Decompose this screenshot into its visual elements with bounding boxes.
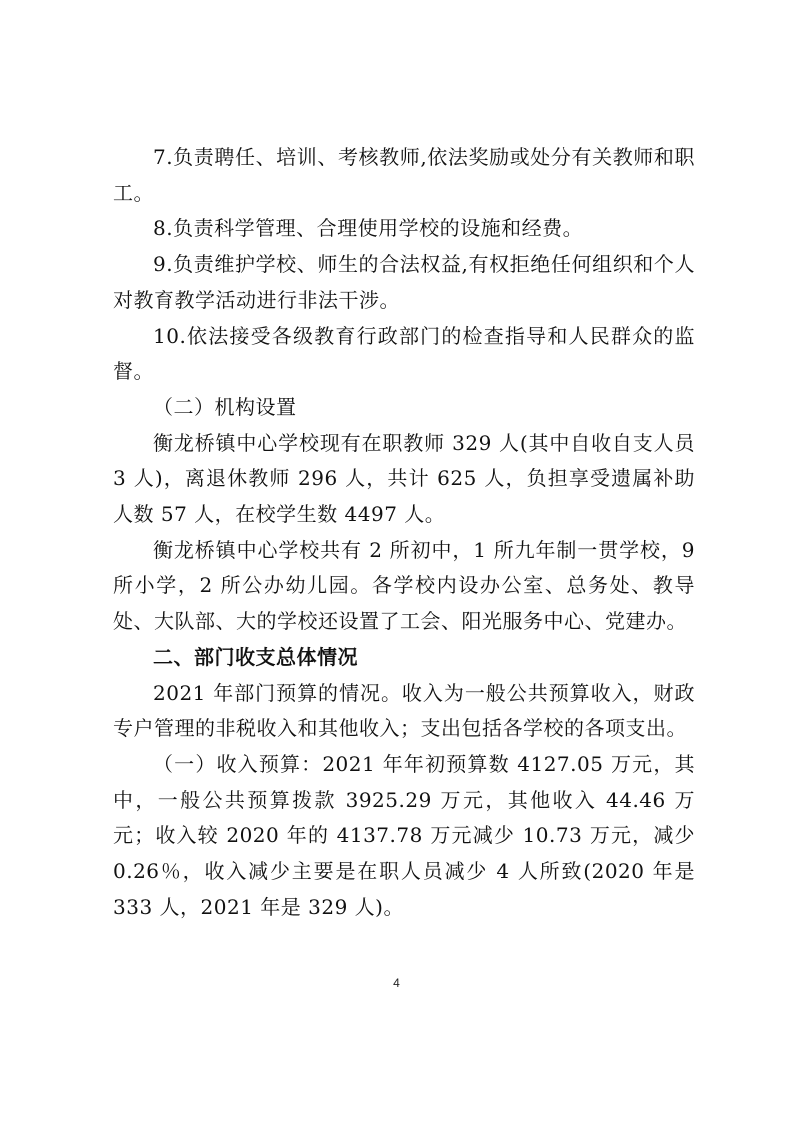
paragraph-duty-10: 10.依法接受各级教育行政部门的检查指导和人民群众的监督。 — [113, 323, 695, 384]
section-heading-budget: 二、部门收支总体情况 — [153, 644, 358, 669]
section-heading-org: （二）机构设置 — [153, 394, 297, 419]
paragraph-budget-intro: 2021 年部门预算的情况。收入为一般公共预算收入，财政专户管理的非税收入和其他收入；支出包括各学校的各项支出。 — [113, 680, 695, 741]
paragraph-staff: 衡龙桥镇中心学校现有在职教师 329 人(其中自收自支人员 3 人)，离退休教师 296 人，共计 625 人，负担享受遗属补助人数 57 人，在校学生数 4497 人。 — [113, 430, 695, 527]
body-text — [113, 140, 695, 925]
paragraph-duty-8: 8.负责科学管理、合理使用学校的设施和经费。 — [153, 216, 584, 241]
paragraph-duty-9: 9.负责维护学校、师生的合法权益,有权拒绝任何组织和个人对教育教学活动进行非法干涉。 — [113, 252, 695, 312]
page-number: 4 — [393, 976, 400, 990]
paragraph-income: （一）收入预算：2021 年年初预算数 4127.05 万元，其中，一般公共预算拨款 3925.29 万元，其他收入 44.46 万元；收入较 2020 年的 4137.78 万元减少 10.73 万元，减少 0.26％，收入减少主要是在职人员减少 4 人所致(2020 年是 333 人，2021 年是 329 人)。 — [113, 751, 695, 919]
paragraph-duty-7: 7.负责聘任、培训、考核教师,依法奖励或处分有关教师和职工。 — [113, 145, 695, 205]
paragraph-schools: 衡龙桥镇中心学校共有 2 所初中，1 所九年制一贯学校，9 所小学，2 所公办幼儿园。各学校内设办公室、总务处、教导处、大队部、大的学校还设置了工会、阳光服务中心、党建办。 — [113, 537, 695, 634]
